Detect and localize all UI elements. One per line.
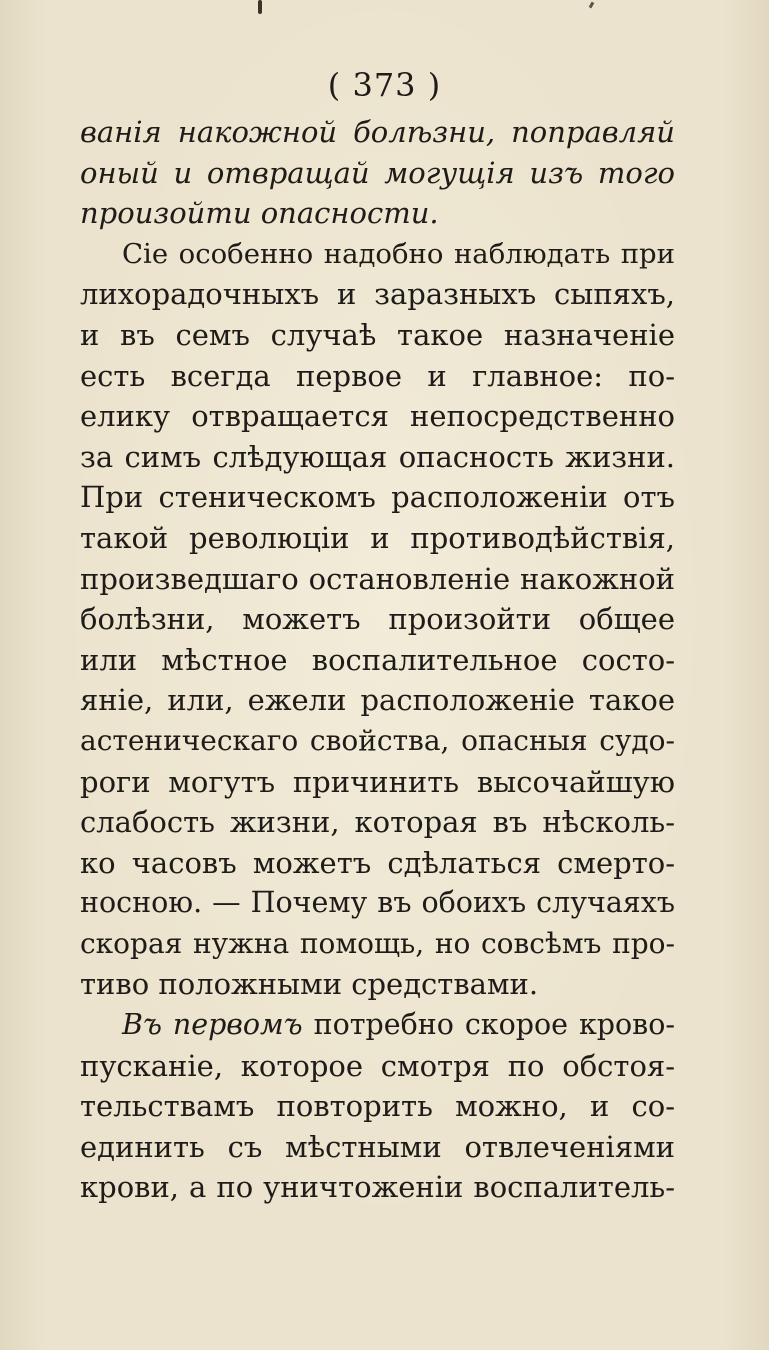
text-line <box>80 640 675 681</box>
text-line-segment: и въ семъ случаѣ такое назначеніе <box>80 317 675 352</box>
text-line-segment: потребно скорое крово- <box>302 1008 675 1042</box>
text-line-italic-segment: произойти опасности. <box>80 196 439 231</box>
text-line-segment: Сіе особенно надобно наблюдать при <box>122 237 675 270</box>
text-line <box>80 274 675 315</box>
text-line-segment: елику отвращается непосредственно <box>80 399 675 434</box>
text-line-segment: произведшаго остановленіе накожной <box>80 561 675 596</box>
ink-mark <box>258 0 262 14</box>
text-line <box>80 843 675 884</box>
text-line-segment: яніе, или, ежели расположеніе такое <box>80 683 675 718</box>
text-line <box>80 356 675 397</box>
text-line-segment: тиво положными средствами. <box>80 967 539 1002</box>
text-line-segment: слабость жизни, которая въ нѣсколь- <box>80 805 675 840</box>
text-line-segment: лихорадочныхъ и заразныхъ сыпяхъ, <box>80 277 675 312</box>
ink-mark <box>589 2 595 9</box>
text-line <box>80 802 675 843</box>
text-line-segment: ко часовъ можетъ сдѣлаться смерто- <box>80 845 675 880</box>
text-line-segment: есть всегда первое и главное: по- <box>80 358 675 393</box>
text-line <box>80 1046 675 1087</box>
page-number: ( 373 ) <box>327 66 442 104</box>
text-line <box>80 112 675 153</box>
text-line-segment: болѣзни, можетъ произойти общее <box>80 602 675 637</box>
text-line-segment: роги могутъ причинить высочайшую <box>80 764 675 799</box>
text-line-segment: носною. — Почему въ обоихъ случаяхъ <box>80 886 675 920</box>
text-line <box>80 153 675 194</box>
body-text <box>80 112 675 1208</box>
text-line <box>80 477 675 518</box>
text-line <box>80 396 675 437</box>
text-line <box>80 964 675 1005</box>
text-line <box>80 1127 675 1168</box>
text-line-segment: крови, а по уничтоженіи воспалитель- <box>80 1170 675 1205</box>
text-line <box>80 559 675 600</box>
page-number-header <box>0 66 769 104</box>
text-line <box>80 437 675 478</box>
text-line <box>80 1005 675 1046</box>
text-line <box>80 599 675 640</box>
text-line-segment: скорая нужна помощь, но совсѣмъ про- <box>80 926 675 960</box>
text-line-segment: или мѣстное воспалительное состо- <box>80 642 675 677</box>
text-line-segment: пусканіе, которое смотря по обстоя- <box>80 1048 675 1083</box>
text-line <box>80 721 675 762</box>
text-line-italic-segment: ванія накожной болѣзни, поправляй <box>80 115 675 149</box>
text-line <box>80 193 675 234</box>
text-line <box>80 1167 675 1208</box>
text-line <box>80 234 675 275</box>
text-line-italic-segment: Въ первомъ <box>122 1008 303 1042</box>
text-line <box>80 883 675 924</box>
text-line <box>80 762 675 803</box>
text-line <box>80 680 675 721</box>
text-line-segment: единить съ мѣстными отвлеченіями <box>80 1129 675 1164</box>
text-line <box>80 924 675 965</box>
text-line <box>80 315 675 356</box>
text-line <box>80 518 675 559</box>
text-line-italic-segment: оный и отвращай могущія изъ того <box>80 155 675 190</box>
text-line <box>80 1086 675 1127</box>
text-line-segment: такой революціи и противодѣйствія, <box>80 520 675 555</box>
text-line-segment: тельствамъ повторить можно, и со- <box>80 1089 675 1124</box>
text-line-segment: астеническаго свойства, опасныя судо- <box>80 723 675 757</box>
text-line-segment: за симъ слѣдующая опасность жизни. <box>80 439 675 474</box>
text-line-segment: При стеническомъ расположеніи отъ <box>80 480 675 515</box>
